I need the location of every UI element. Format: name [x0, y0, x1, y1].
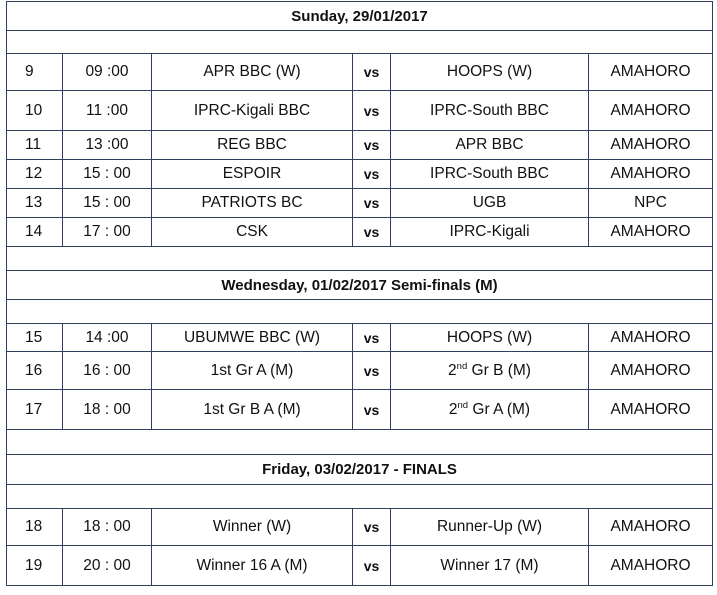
home-team: 1st Gr B A (M) — [152, 390, 353, 430]
match-number: 14 — [7, 218, 63, 247]
vs-label: vs — [353, 131, 391, 160]
vs-label: vs — [353, 54, 391, 91]
vs-label: vs — [353, 91, 391, 131]
match-row — [7, 546, 713, 586]
venue: AMAHORO — [589, 54, 713, 91]
vs-label: vs — [353, 509, 391, 546]
match-time: 18 : 00 — [63, 390, 152, 430]
match-number: 17 — [7, 390, 63, 430]
home-team: 1st Gr A (M) — [152, 352, 353, 390]
match-time: 18 : 00 — [63, 509, 152, 546]
spacer-row — [7, 300, 713, 324]
match-time: 17 : 00 — [63, 218, 152, 247]
vs-label: vs — [353, 324, 391, 352]
match-time: 15 : 00 — [63, 189, 152, 218]
match-row — [7, 160, 713, 189]
match-row — [7, 54, 713, 91]
venue: AMAHORO — [589, 160, 713, 189]
ordinal-suffix: nd — [456, 360, 468, 372]
home-team: CSK — [152, 218, 353, 247]
match-number: 10 — [7, 91, 63, 131]
home-team: PATRIOTS BC — [152, 189, 353, 218]
match-time: 16 : 00 — [63, 352, 152, 390]
home-team: Winner (W) — [152, 509, 353, 546]
section-header-row — [7, 2, 713, 31]
venue: NPC — [589, 189, 713, 218]
match-row — [7, 189, 713, 218]
home-team: IPRC-Kigali BBC — [152, 91, 353, 131]
venue: AMAHORO — [589, 131, 713, 160]
away-team: IPRC-South BBC — [391, 91, 589, 131]
match-time: 11 :00 — [63, 91, 152, 131]
away-team: HOOPS (W) — [391, 54, 589, 91]
blank-cell — [7, 430, 713, 455]
vs-label: vs — [353, 390, 391, 430]
match-time: 09 :00 — [63, 54, 152, 91]
section-title: Friday, 03/02/2017 - FINALS — [7, 455, 713, 485]
away-team: APR BBC — [391, 131, 589, 160]
away-team — [391, 390, 589, 430]
vs-label: vs — [353, 189, 391, 218]
match-time: 13 :00 — [63, 131, 152, 160]
away-team-group: Gr A (M) — [468, 400, 531, 418]
away-team-rank: 2 — [448, 400, 458, 418]
fixtures-body — [7, 2, 713, 586]
match-number: 16 — [7, 352, 63, 390]
away-team: UGB — [391, 189, 589, 218]
vs-label: vs — [353, 352, 391, 390]
vs-label: vs — [353, 160, 391, 189]
venue: AMAHORO — [589, 218, 713, 247]
fixtures-table — [6, 1, 713, 586]
venue: AMAHORO — [589, 546, 713, 586]
away-team: HOOPS (W) — [391, 324, 589, 352]
venue: AMAHORO — [589, 352, 713, 390]
blank-cell — [7, 485, 713, 509]
section-title: Wednesday, 01/02/2017 Semi-finals (M) — [7, 271, 713, 300]
home-team: Winner 16 A (M) — [152, 546, 353, 586]
match-number: 13 — [7, 189, 63, 218]
venue: AMAHORO — [589, 91, 713, 131]
away-team: Winner 17 (M) — [391, 546, 589, 586]
match-time: 20 : 00 — [63, 546, 152, 586]
match-row — [7, 131, 713, 160]
vs-label: vs — [353, 218, 391, 247]
match-number: 15 — [7, 324, 63, 352]
match-row — [7, 91, 713, 131]
spacer-row — [7, 485, 713, 509]
match-number: 9 — [7, 54, 63, 91]
blank-cell — [7, 300, 713, 324]
section-header-row — [7, 455, 713, 485]
away-team: IPRC-South BBC — [391, 160, 589, 189]
section-title: Sunday, 29/01/2017 — [7, 2, 713, 31]
match-row — [7, 352, 713, 390]
match-row — [7, 324, 713, 352]
match-number: 12 — [7, 160, 63, 189]
home-team: ESPOIR — [152, 160, 353, 189]
ordinal-suffix: nd — [457, 399, 469, 411]
vs-label: vs — [353, 546, 391, 586]
match-row — [7, 390, 713, 430]
away-team: IPRC-Kigali — [391, 218, 589, 247]
match-number: 19 — [7, 546, 63, 586]
home-team: UBUMWE BBC (W) — [152, 324, 353, 352]
home-team: REG BBC — [152, 131, 353, 160]
match-number: 11 — [7, 131, 63, 160]
match-time: 14 :00 — [63, 324, 152, 352]
venue: AMAHORO — [589, 324, 713, 352]
match-row — [7, 509, 713, 546]
venue: AMAHORO — [589, 509, 713, 546]
away-team — [391, 352, 589, 390]
away-team-rank: 2 — [448, 361, 457, 379]
spacer-row — [7, 247, 713, 271]
blank-cell — [7, 247, 713, 271]
away-team: Runner-Up (W) — [391, 509, 589, 546]
match-number: 18 — [7, 509, 63, 546]
away-team-group: Gr B (M) — [467, 361, 531, 379]
spacer-row — [7, 430, 713, 455]
spacer-row — [7, 31, 713, 54]
section-header-row — [7, 271, 713, 300]
match-row — [7, 218, 713, 247]
blank-cell — [7, 31, 713, 54]
schedule-sheet — [6, 1, 712, 586]
home-team: APR BBC (W) — [152, 54, 353, 91]
match-time: 15 : 00 — [63, 160, 152, 189]
venue: AMAHORO — [589, 390, 713, 430]
